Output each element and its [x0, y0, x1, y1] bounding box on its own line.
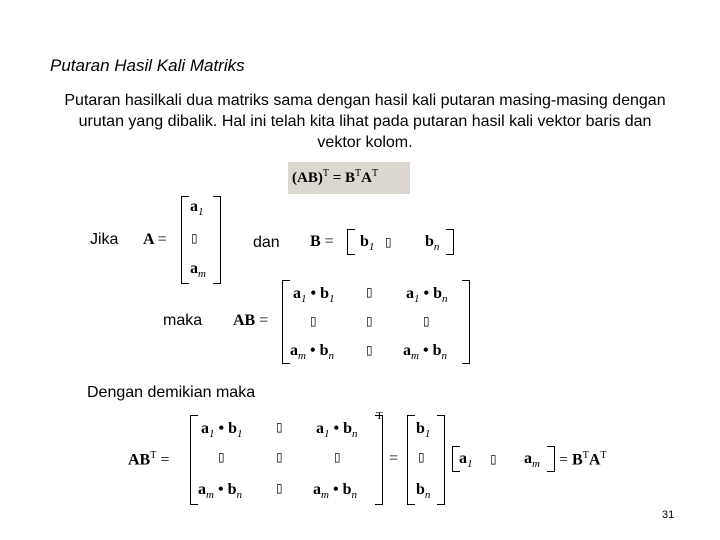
matrix-A-lhs: A =: [143, 231, 167, 248]
matrix-bcol-cell-bn: $b_n$: [416, 481, 431, 502]
matrix-ABT-lhs: $AB^T$ =: [128, 450, 170, 469]
matrix-AB-right-bracket: [462, 280, 470, 364]
matrix-ABT-cell-1n: $a_1$ • $b_n$: [316, 420, 358, 441]
matrix-ABT-hdots-bottom: ▯: [276, 481, 283, 495]
matrix-A-ellipsis: ▯: [191, 231, 198, 245]
matrix-AB-ddots: ▯: [366, 314, 373, 328]
matrix-ABT-hdots-top: ▯: [276, 420, 283, 434]
matrix-AB-lhs: AB =: [233, 312, 269, 329]
matrix-ABT-cell-m1: $a_m$ • $b_n$: [198, 481, 242, 502]
intro-paragraph: Putaran hasilkali dua matriks sama dengan hasil kali putaran masing-masing dengan urutan yang dibalik. Hal ini telah kita lihat pada putaran hasil kali vektor baris dan vektor kolom.: [64, 92, 666, 151]
matrix-B-right-bracket: [446, 229, 454, 255]
matrix-B-cell-bn: $b_n$: [425, 233, 440, 254]
matrix-A-right-bracket: [213, 196, 221, 284]
matrix-arow-cell-am: $a_m$: [524, 450, 540, 471]
matrix-AB-cell-m1: $a_m$ • $b_n$: [290, 342, 334, 363]
matrix-AB-vdots-left: ▯: [310, 314, 317, 328]
label-dan: dan: [253, 234, 280, 251]
matrix-B-ellipsis: ▯: [385, 235, 392, 249]
matrix-arow-ellipsis: ▯: [490, 452, 497, 466]
matrix-AB-hdots-bottom: ▯: [366, 343, 373, 357]
matrix-ABT-cell-mn: $a_m$ • $b_n$: [313, 481, 357, 502]
matrix-B-lhs: B =: [310, 233, 334, 250]
transpose-product-formula: $(AB)^T = B^TA^T$: [292, 168, 379, 186]
matrix-bcol-cell-b1: $b_1$: [416, 420, 431, 441]
matrix-AB-cell-11: $a_1$ • $b_1$: [293, 285, 335, 306]
matrix-ABT-ddots: ▯: [276, 450, 283, 464]
matrix-A-cell-a1: $a_1$: [190, 198, 204, 219]
matrix-ABT-vdots-left: ▯: [218, 450, 225, 464]
matrix-AB-hdots-top: ▯: [366, 285, 373, 299]
matrix-ABT-vdots-right: ▯: [334, 450, 341, 464]
matrix-bcol-ellipsis: ▯: [418, 450, 425, 464]
matrix-B-cell-b1: $b_1$: [360, 233, 375, 254]
matrix-ABT-rhs: = $B^TA^T$: [559, 450, 607, 469]
matrix-arow-right-bracket: [547, 446, 555, 472]
matrix-ABT-cell-11: $a_1$ • $b_1$: [201, 420, 243, 441]
matrix-A-cell-am: $a_m$: [190, 260, 206, 281]
matrix-B-left-bracket: [347, 229, 355, 255]
matrix-ABT-left-bracket: [190, 415, 198, 505]
matrix-bcol-left-bracket: [407, 415, 415, 505]
matrix-arow-cell-a1: $a_1$: [459, 450, 473, 471]
matrix-A-left-bracket: [181, 196, 189, 284]
label-dengan-demikian: Dengan demikian maka: [87, 384, 256, 401]
slide-title: Putaran Hasil Kali Matriks: [50, 56, 245, 75]
label-jika: Jika: [90, 231, 119, 248]
matrix-AB-vdots-right: ▯: [423, 314, 430, 328]
matrix-ABT-equals-1: =: [389, 450, 399, 467]
matrix-AB-cell-mn: $a_m$ • $b_n$: [403, 342, 447, 363]
label-maka: maka: [163, 312, 203, 329]
page-number: 31: [662, 509, 675, 521]
matrix-ABT-transpose-mark: T: [376, 410, 383, 422]
matrix-AB-cell-1n: $a_1$ • $b_n$: [406, 285, 448, 306]
matrix-bcol-right-bracket: [437, 415, 445, 505]
matrix-AB-left-bracket: [282, 280, 290, 364]
matrix-ABT-right-bracket: [375, 415, 383, 505]
